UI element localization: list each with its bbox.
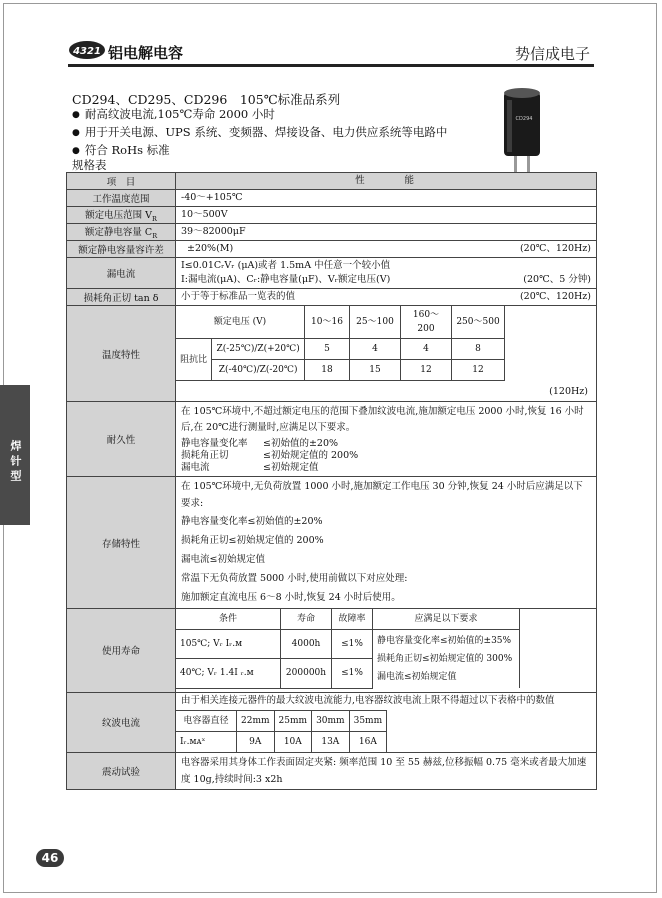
tan-value: 小于等于标准品一览表的值 [181, 291, 296, 302]
table-row [67, 752, 597, 789]
row-value [176, 241, 597, 258]
row-value [176, 402, 597, 477]
endurance-intro: 在 105℃环境中,不超过额定电压的范围下叠加纹波电流,施加额定电压 2000 小时,恢复 16 小时后,在 20℃进行测量时,应满足以下要求。 [181, 406, 584, 433]
row-value: 10～500V [176, 207, 597, 224]
ripple-current-label: Iᵣ.ᴍᴀˣ [176, 731, 237, 752]
table-row [67, 224, 597, 241]
endurance-item-value: ≤初始规定值 [263, 462, 319, 473]
row-label: 额定静电容量容许差 [67, 241, 176, 258]
capacitor-label: CD294 [515, 116, 533, 122]
row-value [176, 477, 597, 609]
feature-list [72, 106, 447, 160]
endurance-item-value: ≤初始值的±20% [263, 438, 339, 449]
life-requirement: 漏电流≤初始规定值 [377, 672, 457, 682]
impedance-row [176, 360, 505, 381]
ripple-current-cell: 9A [237, 731, 275, 752]
row-label: 纹波电流 [67, 692, 176, 752]
life-requirement: 静电容量变化率≤初始值的±35% [377, 636, 512, 646]
temp-char-table [175, 305, 505, 381]
ripple-dia-cell: 35mm [349, 710, 387, 731]
impedance-cell: 12 [401, 360, 452, 381]
row-label: 存储特性 [67, 477, 176, 609]
header-rule [68, 64, 594, 67]
voltage-cell: 25～100 [350, 306, 401, 339]
row-value: 39～82000μF [176, 224, 597, 241]
row-label [67, 207, 176, 224]
brand-title: 铝电解电容 [108, 44, 184, 62]
logo-text: 4321 [73, 46, 101, 57]
life-header: 条件 [176, 609, 281, 630]
brand-logo [68, 40, 106, 60]
page-header [68, 38, 592, 64]
page-number: 46 [36, 849, 64, 867]
row-label: 温度特性 [67, 306, 176, 402]
row-label: 震动试验 [67, 752, 176, 789]
ripple-current-row [176, 731, 387, 752]
table-row [67, 609, 597, 693]
side-tab [0, 385, 30, 525]
life-hours: 200000h [281, 659, 332, 688]
table-row [67, 190, 597, 207]
capacitor-image [500, 86, 544, 176]
ripple-dia-cell: 22mm [237, 710, 275, 731]
endurance-item [181, 462, 591, 474]
storage-line: 损耗角正切≤初始规定值的 200% [181, 535, 324, 546]
row-value [176, 289, 597, 306]
impedance-cell: 4 [401, 339, 452, 360]
row-value: 电容器采用其身体工作表面固定夹紧: 频率范围 10 至 55 赫兹,位移振幅 0.75 毫米或者最大加速度 10g,持续时间:3 x2h [176, 752, 597, 789]
rated-cap-sub: R [152, 231, 158, 240]
ripple-intro: 由于相关连接元器件的最大纹波电流能力,电容器纹波电流上限不得超过以下表格中的数值 [181, 694, 555, 706]
storage-line: 静电容量变化率≤初始值的±20% [181, 516, 323, 527]
leakage-condition: (20℃、5 分钟) [523, 274, 591, 285]
row-label: 耐久性 [67, 402, 176, 477]
leakage-legend: I:漏电流(μA)、Cᵣ:静电容量(μF)、Vᵣ额定电压(V) [181, 274, 391, 285]
spec-table [66, 172, 597, 790]
endurance-item-name: 漏电流 [181, 462, 210, 473]
header-item: 项 目 [67, 173, 176, 190]
ripple-dia-label: 电容器直径 [176, 710, 237, 731]
life-cond: 105℃; Vᵣ Iᵣ.ᴍ [176, 630, 281, 659]
life-table [175, 608, 520, 689]
table-row [67, 258, 597, 289]
voltage-cell: 250～500 [452, 306, 505, 339]
life-rate: ≤1% [332, 659, 373, 688]
impedance-cell: 8 [452, 339, 505, 360]
rated-voltage-sub: R [151, 214, 157, 223]
life-row [176, 630, 520, 659]
endurance-item [181, 438, 591, 450]
company-name: 势信成电子 [514, 45, 590, 63]
rated-voltage-label: 额定电压范围 V [85, 210, 152, 222]
voltage-row [176, 306, 505, 339]
voltage-label: 额定电压 (V) [176, 306, 305, 339]
storage-line: 常温下无负荷放置 5000 小时,使用前做以下对应处理: [181, 573, 408, 584]
row-value [176, 609, 597, 693]
endurance-item [181, 450, 591, 462]
endurance-item-value: ≤初始规定值的 200% [263, 450, 359, 461]
storage-line: 漏电流≤初始规定值 [181, 554, 265, 565]
impedance-row [176, 339, 505, 360]
tolerance-value: ±20%(M) [187, 243, 234, 254]
impedance-cell: 15 [350, 360, 401, 381]
life-header-row [176, 609, 520, 630]
feature-item: ● 符合 RoHs 标准 [72, 142, 447, 160]
tolerance-condition: (20℃、120Hz) [519, 243, 591, 254]
life-header: 寿命 [281, 609, 332, 630]
rated-cap-label: 额定静电容量 C [84, 227, 153, 239]
ripple-dia-cell: 30mm [312, 710, 350, 731]
leakage-legend-line [181, 273, 591, 287]
storage-line: 在 105℃环境中,无负荷放置 1000 小时,施加额定工作电压 30 分钟,恢复 24 小时后应满足以下要求: [181, 481, 583, 509]
impedance-cell: 12 [452, 360, 505, 381]
table-row [67, 289, 597, 306]
voltage-cell: 10～16 [305, 306, 350, 339]
ripple-diameter-row [176, 710, 387, 731]
side-tab-label: 焊针型 [9, 440, 22, 485]
table-header-row [67, 173, 597, 190]
impedance-cell: 18 [305, 360, 350, 381]
row-label: 使用寿命 [67, 609, 176, 693]
feature-item: ● 耐高纹波电流,105℃寿命 2000 小时 [72, 106, 447, 124]
impedance-cond: Z(-25℃)/Z(+20℃) [212, 339, 305, 360]
life-hours: 4000h [281, 630, 332, 659]
life-requirement: 损耗角正切≤初始规定值的 300% [377, 654, 513, 664]
impedance-cell: 5 [305, 339, 350, 360]
impedance-cond: Z(-40℃)/Z(-20℃) [212, 360, 305, 381]
impedance-cell: 4 [350, 339, 401, 360]
temp-char-condition: (120Hz) [549, 386, 588, 397]
header-performance: 性 能 [176, 173, 597, 190]
series-title: CD294、CD295、CD296 105℃标准品系列 [72, 92, 341, 107]
impedance-label: 阻抗比 [176, 339, 212, 381]
voltage-cell: 160～200 [401, 306, 452, 339]
row-value [176, 306, 597, 402]
life-requirements [373, 630, 520, 689]
ripple-current-cell: 10A [274, 731, 312, 752]
life-rate: ≤1% [332, 630, 373, 659]
tan-condition: (20℃、120Hz) [519, 291, 591, 302]
row-value [176, 692, 597, 752]
table-row [67, 241, 597, 258]
row-value: -40～+105℃ [176, 190, 597, 207]
row-value [176, 258, 597, 289]
ripple-current-cell: 16A [349, 731, 387, 752]
row-label: 损耗角正切 tan δ [67, 289, 176, 306]
endurance-item-name: 损耗角正切 [181, 450, 229, 461]
row-label: 工作温度范围 [67, 190, 176, 207]
ripple-table [175, 710, 387, 753]
table-row [67, 207, 597, 224]
row-label [67, 224, 176, 241]
table-row [67, 306, 597, 402]
life-header: 故障率 [332, 609, 373, 630]
feature-item: ● 用于开关电源、UPS 系统、变频器、焊接设备、电力供应系统等电路中 [72, 124, 447, 142]
storage-line: 施加额定直流电压 6～8 小时,恢复 24 小时后使用。 [181, 592, 401, 603]
row-label: 漏电流 [67, 258, 176, 289]
endurance-item-name: 静电容量变化率 [181, 438, 248, 449]
table-row [67, 692, 597, 752]
spec-table-label: 规格表 [72, 158, 107, 172]
table-row [67, 402, 597, 477]
life-header: 应满足以下要求 [373, 609, 520, 630]
life-cond: 40℃; Vᵣ 1.4I ᵣ.ᴍ [176, 659, 281, 688]
ripple-dia-cell: 25mm [274, 710, 312, 731]
ripple-current-cell: 13A [312, 731, 350, 752]
table-row [67, 477, 597, 609]
leakage-formula: I≤0.01CᵣVᵣ (μA)或者 1.5mA 中任意一个较小值 [181, 260, 391, 271]
